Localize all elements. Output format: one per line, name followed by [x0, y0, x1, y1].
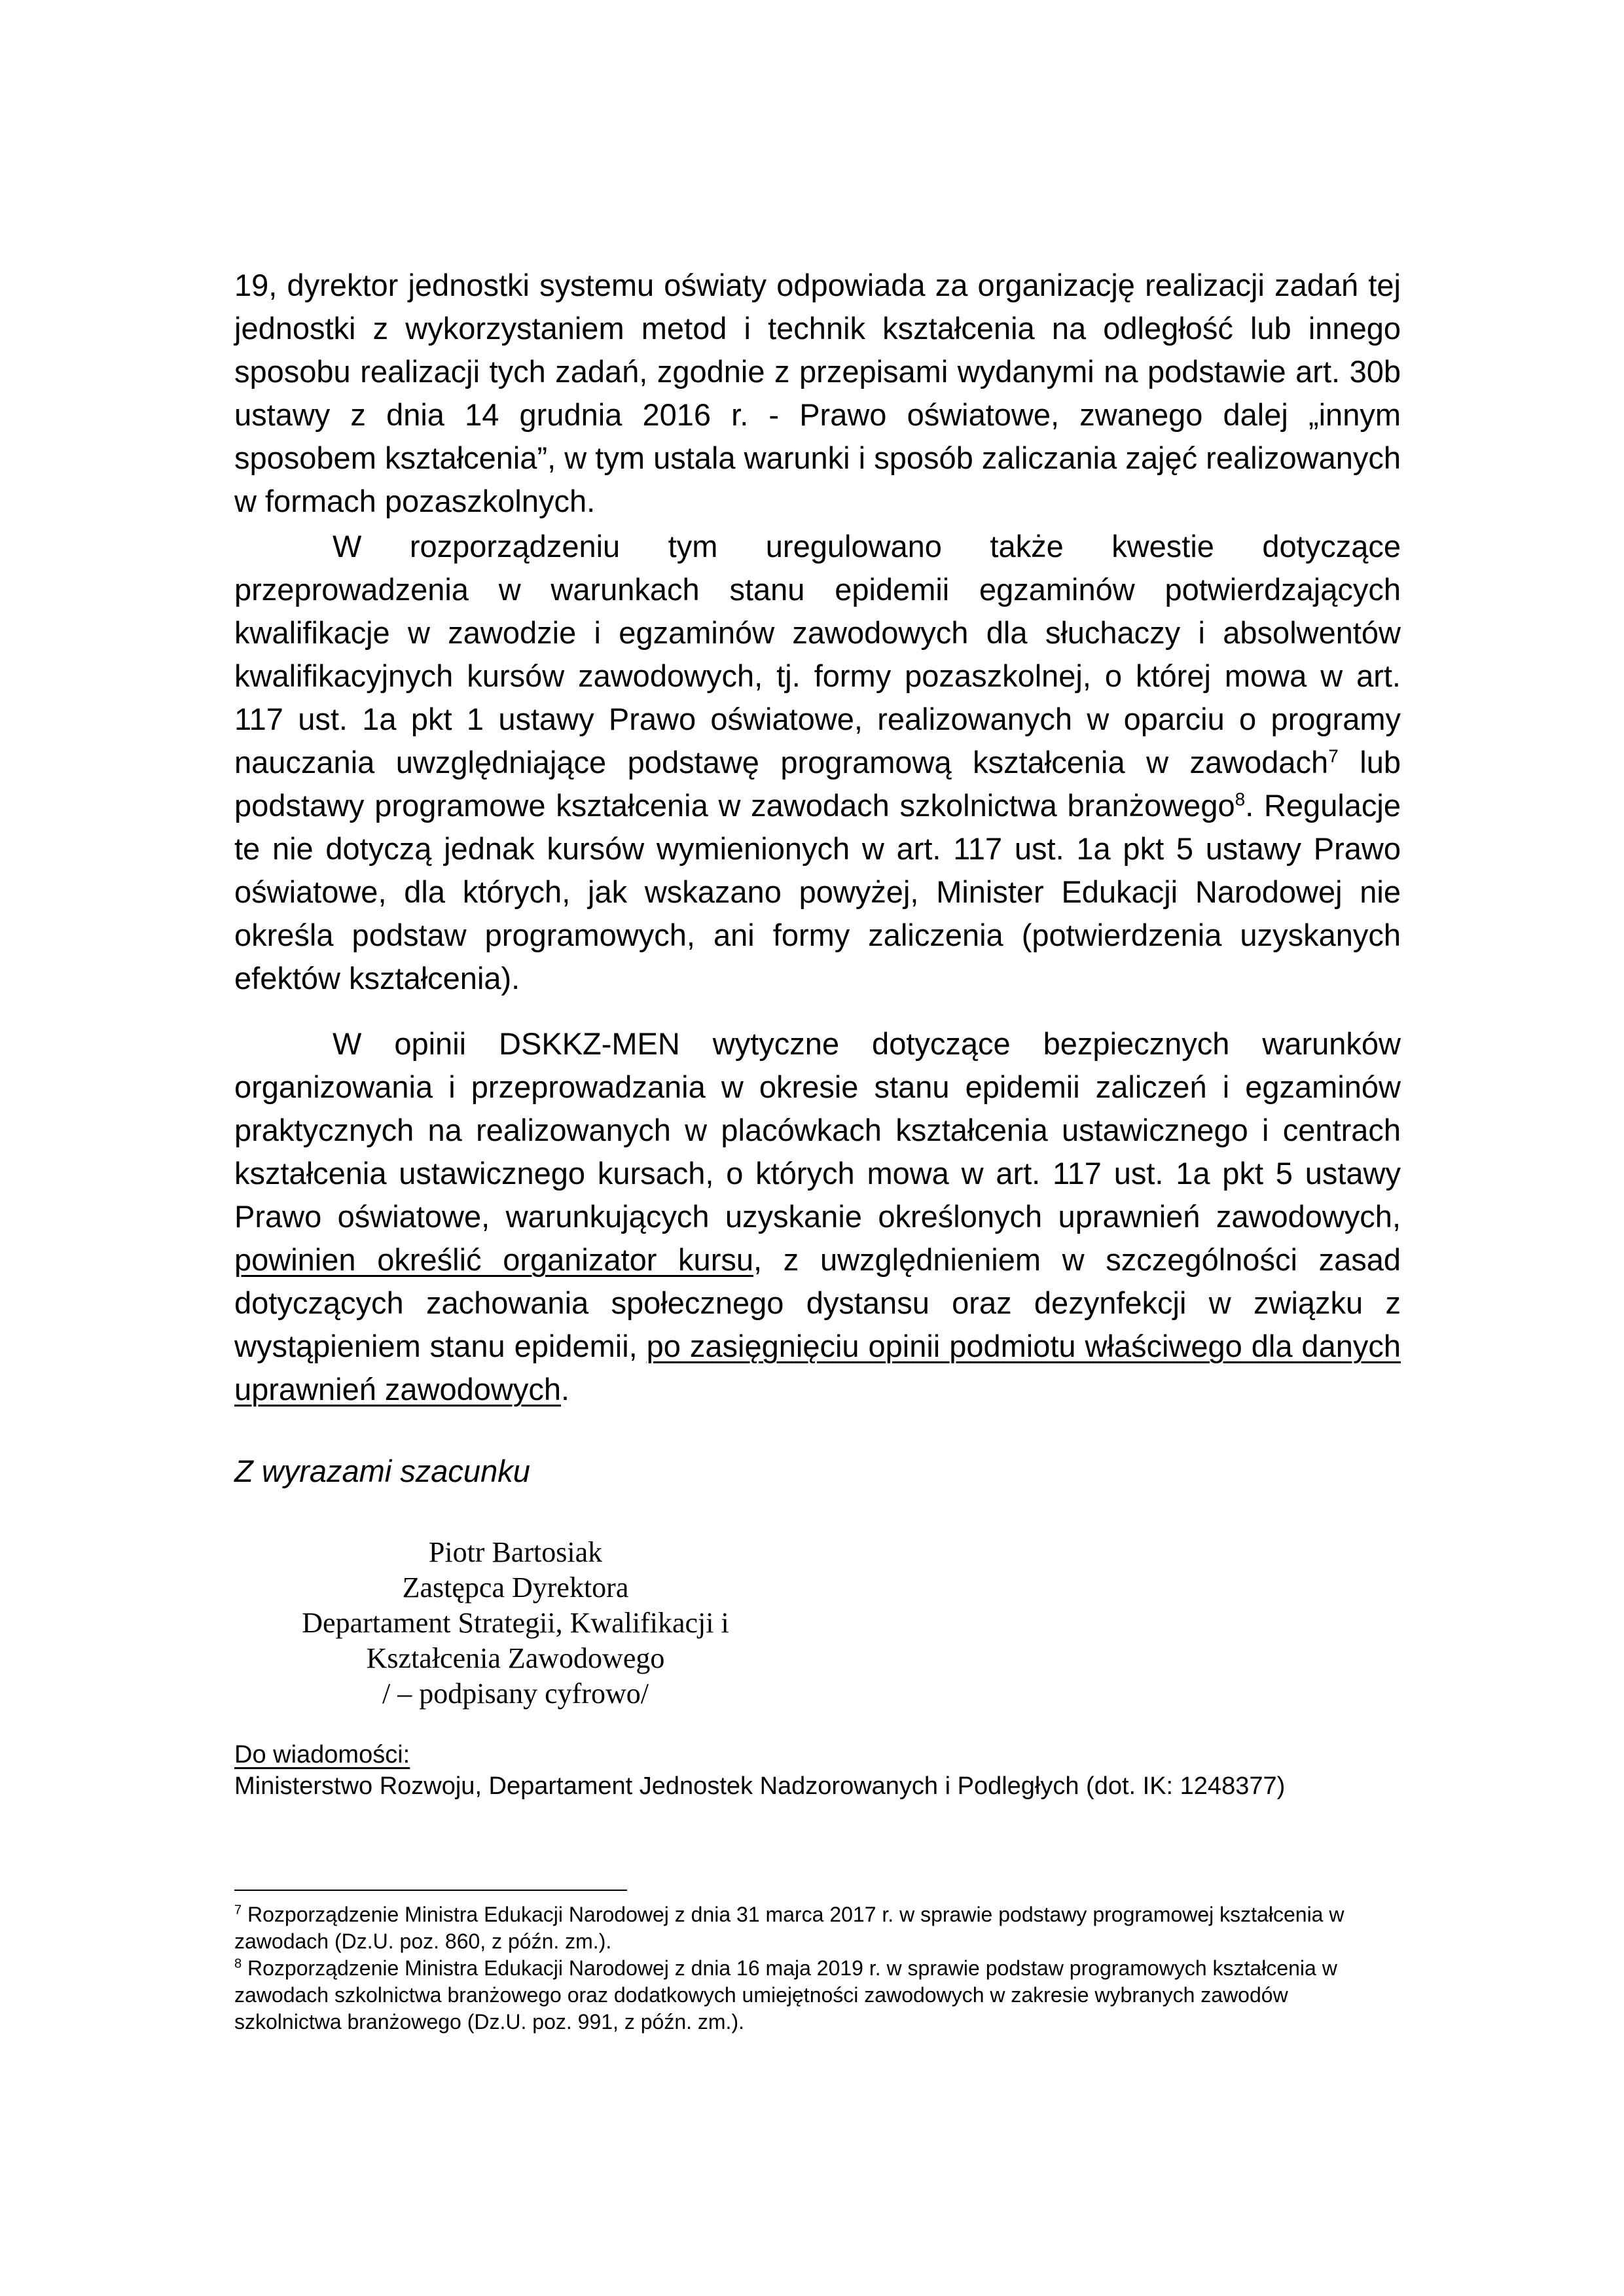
paragraph-text: lub podstawy programowe kształcenia w zawodach szkolnictwa branżowego: [234, 745, 1401, 823]
footnote-text: Rozporządzenie Ministra Edukacji Narodowej z dnia 31 marca 2017 r. w sprawie podstawy programowej kształcenia w zawodach (Dz.U. poz. 860, z późn. zm.).: [234, 1903, 1344, 1953]
footnote-ref-8: 8: [1235, 789, 1246, 810]
cc-heading: Do wiadomości:: [234, 1741, 410, 1768]
paragraph-text: W opinii DSKKZ-MEN wytyczne dotyczące bezpiecznych warunków organizowania i przeprowadzania w okresie stanu epidemii zaliczeń i egzaminów praktycznych na realizowanych w placówkach kształcenia ustawicznego i centrach kształcenia ustawicznego kursach, o których mowa w art. 117 ust. 1a pkt 5 ustawy Prawo oświatowe, warunkujących uzyskanie określonych uprawnień zawodowych,: [234, 1026, 1401, 1234]
cc-block: [234, 1739, 1285, 1802]
closing-salutation: Z wyrazami szacunku: [234, 1454, 530, 1488]
footnote-ref-7: 7: [1328, 745, 1339, 766]
cc-recipient: Ministerstwo Rozwoju, Departament Jednostek Nadzorowanych i Podległych (dot. IK: 1248377): [234, 1772, 1286, 1800]
signatory-name: Piotr Bartosiak: [428, 1536, 603, 1568]
footnote-7: [234, 1901, 1401, 1955]
underlined-phrase: po zasięgnięciu opinii podmiotu właściwego dla danych uprawnień zawodowych: [234, 1329, 1401, 1407]
footnote-mark: 8: [234, 1956, 242, 1971]
signatory-position: Zastępca Dyrektora: [402, 1571, 629, 1604]
footnote-mark: 7: [234, 1903, 242, 1918]
paragraph-continuation: 19, dyrektor jednostki systemu oświaty odpowiada za organizację realizacji zadań tej jednostki z wykorzystaniem metod i technik kształcenia na odległość lub innego sposobu realizacji tych zadań, zgodnie z przepisami wydanymi na podstawie art. 30b ustawy z dnia 14 grudnia 2016 r. - Prawo oświatowe, zwanego dalej „innym sposobem kształcenia”, w tym ustala warunki i sposób zaliczania zajęć realizowanych w formach pozaszkolnych.: [234, 268, 1401, 518]
paragraph-opinion: [234, 1022, 1401, 1411]
digital-signature-note: / – podpisany cyfrowo/: [382, 1677, 649, 1710]
footnote-8: [234, 1955, 1401, 2036]
signatory-department: Departament Strategii, Kwalifikacji i: [302, 1607, 729, 1639]
underlined-phrase: powinien określić organizator kursu: [234, 1242, 753, 1277]
paragraph-text: , z uwzględnieniem w szczególności zasad dotyczących zachowania społecznego dystansu oraz dezynfekcji w związku z wystąpieniem stanu epidemii,: [234, 1242, 1401, 1363]
footnotes: [234, 1901, 1401, 2036]
signature-block: [288, 1535, 743, 1712]
paragraph-regulation: [234, 525, 1401, 1000]
paragraph-text: W rozporządzeniu tym uregulowano także kwestie dotyczące przeprowadzenia w warunkach stanu epidemii egzaminów potwierdzających kwalifikacje w zawodzie i egzaminów zawodowych dla słuchaczy i absolwentów kwalifikacyjnych kursów zawodowych, tj. formy pozaszkolnej, o której mowa w art. 117 ust. 1a pkt 1 ustawy Prawo oświatowe, realizowanych w oparciu o programy nauczania uwzględniające podstawę programową kształcenia w zawodach: [234, 529, 1401, 780]
signatory-department: Kształcenia Zawodowego: [366, 1642, 665, 1674]
footnote-text: Rozporządzenie Ministra Edukacji Narodowej z dnia 16 maja 2019 r. w sprawie podstaw programowych kształcenia w zawodach szkolnictwa branżowego oraz dodatkowych umiejętności zawodowych w zakresie wybranych zawodów szkolnictwa branżowego (Dz.U. poz. 991, z późn. zm.).: [234, 1956, 1337, 2034]
paragraph-text: .: [561, 1372, 570, 1407]
paragraph-text: . Regulacje te nie dotyczą jednak kursów wymienionych w art. 117 ust. 1a pkt 5 ustawy Prawo oświatowe, dla których, jak wskazano powyżej, Minister Edukacji Narodowej nie określa podstaw programowych, ani formy zaliczenia (potwierdzenia uzyskanych efektów kształcenia).: [234, 788, 1401, 996]
footnote-separator: [234, 1890, 627, 1891]
